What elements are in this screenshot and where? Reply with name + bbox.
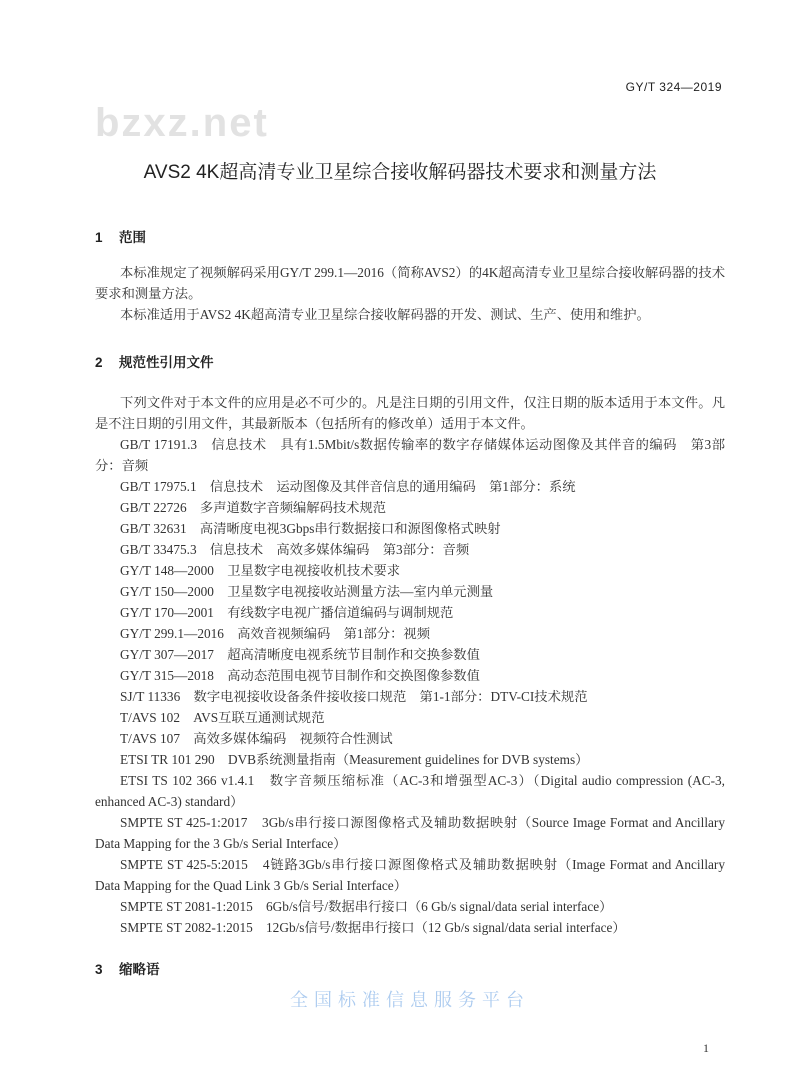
section-heading-2 [95,353,214,373]
reference-item: GB/T 22726 多声道数字音频编解码技术规范 [120,500,387,515]
paragraph: 下列文件对于本文件的应用是必不可少的。凡是注日期的引用文件，仅注日期的版本适用于本文件。凡是不注日期的引用文件，其最新版本（包括所有的修改单）适用于本文件。 [95,395,725,431]
watermark-site: bzxz.net [95,101,269,145]
reference-item: GB/T 17975.1 信息技术 运动图像及其伴音信息的通用编码 第1部分：系统 [120,479,576,494]
reference-item: T/AVS 107 高效多媒体编码 视频符合性测试 [120,731,393,746]
reference-item: ETSI TS 102 366 v1.4.1 数字音频压缩标准（AC-3和增强型AC-3）（Digital audio compression (AC-3, enhanced AC-3) standard） [95,773,725,809]
paragraph: 本标准规定了视频解码采用GY/T 299.1—2016（简称AVS2）的4K超高清专业卫星综合接收解码器的技术要求和测量方法。 [95,265,725,301]
reference-item: GB/T 32631 高清晰度电视3Gbps串行数据接口和源图像格式映射 [120,521,501,536]
section-heading-3 [95,960,725,980]
reference-item: SMPTE ST 2082-1:2015 12Gb/s信号/数据串行接口（12 Gb/s signal/data serial interface） [120,920,626,935]
reference-list [95,434,725,938]
reference-item: GY/T 307—2017 超高清晰度电视系统节目制作和交换参数值 [120,647,480,662]
reference-item: GB/T 17191.3 信息技术 具有1.5Mbit/s数据传输率的数字存储媒体运动图像及其伴音的编码 第3部分：音频 [95,437,725,473]
reference-item: GY/T 148—2000 卫星数字电视接收机技术要求 [120,563,401,578]
reference-item: GY/T 315—2018 高动态范围电视节目制作和交换图像参数值 [120,668,480,683]
section-number: 1 [95,230,103,245]
reference-item: T/AVS 102 AVS互联互通测试规范 [120,710,325,725]
paragraph: 本标准适用于AVS2 4K超高清专业卫星综合接收解码器的开发、测试、生产、使用和维护。 [120,307,650,322]
section-title: 规范性引用文件 [119,355,214,370]
section-2-body [95,392,725,1012]
document-number: GY/T 324—2019 [625,80,722,94]
reference-item: SMPTE ST 425-1:2017 3Gb/s串行接口源图像格式及辅助数据映射（Source Image Format and Ancillary Data Mapping for the 3 Gb/s Serial Interface） [95,815,725,851]
page-number: 1 [703,1041,709,1055]
section-heading-1 [95,228,146,248]
section-title: 缩略语 [119,962,160,977]
section-number: 3 [95,962,103,977]
page-title: AVS2 4K超高清专业卫星综合接收解码器技术要求和测量方法 [143,162,657,183]
section-number: 2 [95,355,103,370]
reference-item: GB/T 33475.3 信息技术 高效多媒体编码 第3部分：音频 [120,542,470,557]
watermark-stamp: 全国标准信息服务平台 [290,990,530,1010]
reference-item: GY/T 299.1—2016 高效音视频编码 第1部分：视频 [120,626,431,641]
section-1-body [95,262,725,325]
reference-item: SMPTE ST 425-5:2015 4链路3Gb/s串行接口源图像格式及辅助数据映射（Image Format and Ancillary Data Mapping for the Quad Link 3 Gb/s Serial Interface） [95,857,725,893]
reference-item: SMPTE ST 2081-1:2015 6Gb/s信号/数据串行接口（6 Gb/s signal/data serial interface） [120,899,613,914]
section-title: 范围 [119,230,146,245]
reference-item: ETSI TR 101 290 DVB系统测量指南（Measurement guidelines for DVB systems） [120,752,589,767]
reference-item: SJ/T 11336 数字电视接收设备条件接收接口规范 第1-1部分：DTV-CI技术规范 [120,689,588,704]
reference-item: GY/T 150—2000 卫星数字电视接收站测量方法—室内单元测量 [120,584,494,599]
reference-item: GY/T 170—2001 有线数字电视广播信道编码与调制规范 [120,605,454,620]
